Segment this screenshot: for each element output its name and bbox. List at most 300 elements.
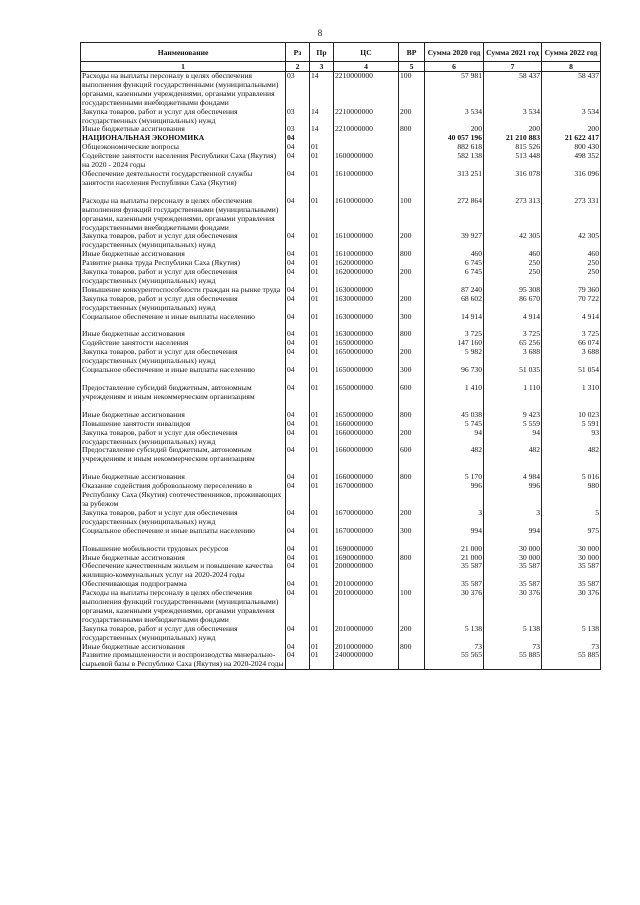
row-pr: 01: [310, 509, 334, 527]
row-sum-2021: 51 035: [484, 366, 542, 375]
row-sum-2022: 482: [542, 446, 601, 464]
row-sum-2022: 980: [542, 482, 601, 509]
row-rz: 04: [286, 429, 310, 447]
row-pr: 01: [310, 580, 334, 589]
row-cs: 1630000000: [334, 286, 399, 295]
row-sum-2020: 582 138: [425, 152, 484, 170]
row-rz: 03: [286, 72, 310, 108]
row-vr: 800: [399, 473, 425, 482]
row-cs: 1650000000: [334, 348, 399, 366]
table-row: [81, 72, 601, 108]
row-pr: 01: [310, 589, 334, 625]
row-vr: [399, 134, 425, 143]
row-sum-2021: 3 725: [484, 330, 542, 339]
row-cs: 1630000000: [334, 313, 399, 322]
row-sum-2021: 3 688: [484, 348, 542, 366]
row-vr: 300: [399, 527, 425, 536]
row-sum-2022: 975: [542, 527, 601, 536]
row-name: Закупка товаров, работ и услуг для обеспечения государственных (муниципальных) нужд: [81, 108, 286, 126]
table-row: [81, 348, 601, 366]
row-name: Закупка товаров, работ и услуг для обеспечения государственных (муниципальных) нужд: [81, 509, 286, 527]
row-sum-2022: 3 688: [542, 348, 601, 366]
header-number: 1: [81, 62, 286, 72]
row-name: Развитие рынка труда Республики Саха (Якутия): [81, 259, 286, 268]
row-name: Иные бюджетные ассигнования: [81, 125, 286, 134]
row-pr: 01: [310, 446, 334, 464]
row-sum-2021: 815 526: [484, 143, 542, 152]
row-sum-2020: 460: [425, 250, 484, 259]
row-name: Иные бюджетные ассигнования: [81, 250, 286, 259]
row-rz: 04: [286, 348, 310, 366]
row-name: Обеспечивающая подпрограмма: [81, 580, 286, 589]
row-rz: 04: [286, 143, 310, 152]
row-name: Расходы на выплаты персоналу в целях обеспечения выполнения функций государственными (муниципальными) органами, казенными учреждениями, органами управления государственными внебюджетными фондами: [81, 197, 286, 233]
row-name: Социальное обеспечение и иные выплаты населению: [81, 366, 286, 375]
row-cs: 1660000000: [334, 420, 399, 429]
row-rz: 04: [286, 330, 310, 339]
row-name: Оказание содействия добровольному переселению в Республику Саха (Якутия) соотечественников, проживающих за рубежом: [81, 482, 286, 509]
row-sum-2021: 9 423: [484, 411, 542, 420]
row-rz: 04: [286, 152, 310, 170]
row-sum-2020: 87 240: [425, 286, 484, 295]
table-row: [81, 108, 601, 126]
row-cs: 1690000000: [334, 554, 399, 563]
row-pr: 01: [310, 545, 334, 554]
row-sum-2021: 513 448: [484, 152, 542, 170]
row-sum-2020: 882 618: [425, 143, 484, 152]
budget-table: [80, 42, 601, 670]
row-cs: 1660000000: [334, 429, 399, 447]
row-rz: 04: [286, 482, 310, 509]
row-sum-2020: 39 927: [425, 232, 484, 250]
row-sum-2020: 1 410: [425, 384, 484, 402]
row-pr: 01: [310, 143, 334, 152]
row-name: Закупка товаров, работ и услуг для обеспечения государственных (муниципальных) нужд: [81, 348, 286, 366]
row-name: Обеспечение деятельности государственной службы занятости населения Республики Саха (Якутия): [81, 170, 286, 188]
row-sum-2022: 42 305: [542, 232, 601, 250]
row-name: Иные бюджетные ассигнования: [81, 554, 286, 563]
row-vr: [399, 562, 425, 580]
row-vr: 200: [399, 625, 425, 643]
row-pr: 14: [310, 125, 334, 134]
row-name: Закупка товаров, работ и услуг для обеспечения государственных (муниципальных) нужд: [81, 295, 286, 313]
row-vr: 100: [399, 72, 425, 108]
row-vr: [399, 143, 425, 152]
row-pr: 01: [310, 295, 334, 313]
row-sum-2022: 30 000: [542, 554, 601, 563]
row-sum-2021: 5 138: [484, 625, 542, 643]
row-rz: 04: [286, 562, 310, 580]
row-sum-2020: 994: [425, 527, 484, 536]
row-pr: 14: [310, 108, 334, 126]
row-rz: 04: [286, 643, 310, 652]
row-rz: 04: [286, 580, 310, 589]
row-cs: 1670000000: [334, 527, 399, 536]
row-rz: 04: [286, 473, 310, 482]
row-cs: 1630000000: [334, 295, 399, 313]
row-sum-2022: 250: [542, 259, 601, 268]
row-sum-2021: 58 437: [484, 72, 542, 108]
header-number: 6: [425, 62, 484, 72]
row-sum-2021: 42 305: [484, 232, 542, 250]
table-row: [81, 562, 601, 580]
row-vr: [399, 170, 425, 188]
row-pr: 01: [310, 562, 334, 580]
table-row: [81, 366, 601, 375]
table-row: [81, 509, 601, 527]
row-vr: 800: [399, 411, 425, 420]
row-sum-2022: 73: [542, 643, 601, 652]
row-sum-2022: 35 587: [542, 562, 601, 580]
row-cs: 1620000000: [334, 259, 399, 268]
row-cs: 1610000000: [334, 250, 399, 259]
row-sum-2022: 3 534: [542, 108, 601, 126]
row-sum-2022: 5 138: [542, 625, 601, 643]
row-name: Предоставление субсидий бюджетным, автономным учреждениям и иным некоммерческим организациям: [81, 446, 286, 464]
row-sum-2021: 273 313: [484, 197, 542, 233]
row-cs: 1650000000: [334, 384, 399, 402]
row-name: Общеэкономические вопросы: [81, 143, 286, 152]
row-sum-2020: 21 000: [425, 554, 484, 563]
row-name: Социальное обеспечение и иные выплаты населению: [81, 313, 286, 322]
row-pr: 01: [310, 250, 334, 259]
row-cs: 2010000000: [334, 589, 399, 625]
row-rz: 04: [286, 259, 310, 268]
table-row: [81, 625, 601, 643]
row-name: Закупка товаров, работ и услуг для обеспечения государственных (муниципальных) нужд: [81, 429, 286, 447]
row-pr: 01: [310, 348, 334, 366]
header-name: Наименование: [81, 43, 286, 62]
row-name: Закупка товаров, работ и услуг для обеспечения государственных (муниципальных) нужд: [81, 268, 286, 286]
row-sum-2021: 3: [484, 509, 542, 527]
header-number: 8: [542, 62, 601, 72]
row-name: Расходы на выплаты персоналу в целях обеспечения выполнения функций государственными (муниципальными) органами, казенными учреждениями, органами управления государственными внебюджетными фондами: [81, 589, 286, 625]
row-sum-2021: 482: [484, 446, 542, 464]
row-sum-2022: 5 591: [542, 420, 601, 429]
row-sum-2022: 5: [542, 509, 601, 527]
row-cs: 1650000000: [334, 339, 399, 348]
row-sum-2020: 6 745: [425, 268, 484, 286]
row-sum-2020: 482: [425, 446, 484, 464]
row-sum-2022: 30 000: [542, 545, 601, 554]
row-pr: 01: [310, 625, 334, 643]
row-cs: 2400000000: [334, 651, 399, 669]
row-name: НАЦИОНАЛЬНАЯ ЭКОНОМИКА: [81, 134, 286, 143]
row-sum-2021: 200: [484, 125, 542, 134]
row-sum-2022: 273 331: [542, 197, 601, 233]
row-cs: 2210000000: [334, 125, 399, 134]
row-sum-2020: 3: [425, 509, 484, 527]
row-sum-2020: 6 745: [425, 259, 484, 268]
row-vr: 200: [399, 429, 425, 447]
row-sum-2021: 3 534: [484, 108, 542, 126]
row-name: Развитие промышленности и воспроизводства минерально-сырьевой базы в Республике Саха (Якутия) на 2020-2024 годы: [82, 650, 284, 669]
header-number: 4: [334, 62, 399, 72]
row-name: Иные бюджетные ассигнования: [81, 643, 286, 652]
row-sum-2020: 21 000: [425, 545, 484, 554]
row-pr: 01: [310, 384, 334, 402]
row-sum-2021: 4 984: [484, 473, 542, 482]
row-name: Повышение конкурентоспособности граждан на рынке труда: [81, 286, 286, 295]
table-row: [81, 482, 601, 509]
row-sum-2020: 68 602: [425, 295, 484, 313]
row-sum-2022: 5 016: [542, 473, 601, 482]
row-sum-2021: 35 587: [484, 562, 542, 580]
row-sum-2020: 55 565: [425, 651, 484, 669]
row-name: Закупка товаров, работ и услуг для обеспечения государственных (муниципальных) нужд: [81, 232, 286, 250]
header-number: 3: [310, 62, 334, 72]
row-sum-2020: 272 864: [425, 197, 484, 233]
row-pr: 01: [310, 473, 334, 482]
table-row: [81, 295, 601, 313]
row-sum-2021: 250: [484, 268, 542, 286]
row-vr: 800: [399, 554, 425, 563]
row-vr: 200: [399, 268, 425, 286]
row-cs: 1690000000: [334, 545, 399, 554]
row-pr: 01: [310, 366, 334, 375]
row-name: Расходы на выплаты персоналу в целях обеспечения выполнения функций государственными (муниципальными) органами, казенными учреждениями, органами управления государственными внебюджетными фондами: [81, 72, 286, 108]
header-cs: ЦС: [334, 43, 399, 62]
row-vr: 100: [399, 589, 425, 625]
row-sum-2022: 250: [542, 268, 601, 286]
row-rz: 04: [286, 625, 310, 643]
row-sum-2020: 5 170: [425, 473, 484, 482]
row-rz: 04: [286, 295, 310, 313]
row-sum-2022: 316 096: [542, 170, 601, 188]
table-row: [81, 589, 601, 625]
row-name: Содействие занятости населения: [81, 339, 286, 348]
row-sum-2021: 86 670: [484, 295, 542, 313]
row-vr: [399, 651, 425, 669]
row-cs: 2210000000: [334, 72, 399, 108]
row-sum-2021: 4 914: [484, 313, 542, 322]
row-sum-2021: 30 000: [484, 545, 542, 554]
row-pr: 01: [310, 339, 334, 348]
row-cs: 1650000000: [334, 411, 399, 420]
row-pr: 14: [310, 72, 334, 108]
row-vr: 800: [399, 643, 425, 652]
row-rz: 04: [286, 527, 310, 536]
row-sum-2020: 5 138: [425, 625, 484, 643]
row-cs: 2010000000: [334, 580, 399, 589]
row-sum-2020: 5 982: [425, 348, 484, 366]
header-number-row: [81, 62, 601, 72]
header-vr: ВР: [399, 43, 425, 62]
row-sum-2022: 30 376: [542, 589, 601, 625]
row-pr: 01: [310, 482, 334, 509]
row-pr: 01: [310, 330, 334, 339]
table-row: [81, 527, 601, 536]
header-number: 7: [484, 62, 542, 72]
row-vr: 800: [399, 125, 425, 134]
row-cs: 1600000000: [334, 152, 399, 170]
row-rz: 04: [286, 197, 310, 233]
row-cs: 1650000000: [334, 366, 399, 375]
row-rz: 04: [286, 286, 310, 295]
row-name: Предоставление субсидий бюджетным, автономным учреждениям и иным некоммерческим организациям: [81, 384, 286, 402]
row-sum-2022: 93: [542, 429, 601, 447]
row-sum-2022: 35 587: [542, 580, 601, 589]
row-rz: 04: [286, 411, 310, 420]
row-cs: 2010000000: [334, 643, 399, 652]
row-sum-2021: 5 559: [484, 420, 542, 429]
row-vr: [399, 152, 425, 170]
header-sum-2020: Сумма 2020 год: [425, 43, 484, 62]
row-pr: 01: [310, 643, 334, 652]
row-sum-2021: 65 256: [484, 339, 542, 348]
row-cs: 2210000000: [334, 108, 399, 126]
row-cs: 1610000000: [334, 197, 399, 233]
row-rz: 04: [286, 170, 310, 188]
row-cs: 1660000000: [334, 446, 399, 464]
row-cs: 1630000000: [334, 330, 399, 339]
row-pr: 01: [310, 259, 334, 268]
table-row: [81, 232, 601, 250]
row-name: Иные бюджетные ассигнования: [81, 473, 286, 482]
row-sum-2021: 1 110: [484, 384, 542, 402]
row-sum-2022: 200: [542, 125, 601, 134]
row-pr: 01: [310, 152, 334, 170]
row-cs: 1660000000: [334, 473, 399, 482]
row-sum-2020: 40 057 196: [425, 134, 484, 143]
row-sum-2020: 57 981: [425, 72, 484, 108]
row-sum-2021: 250: [484, 259, 542, 268]
row-name: Иные бюджетные ассигнования: [81, 411, 286, 420]
row-pr: 01: [310, 411, 334, 420]
row-name: Закупка товаров, работ и услуг для обеспечения государственных (муниципальных) нужд: [81, 625, 286, 643]
table-row: [81, 170, 601, 188]
row-rz: 04: [286, 134, 310, 143]
row-sum-2020: 147 160: [425, 339, 484, 348]
row-vr: 200: [399, 108, 425, 126]
row-sum-2020: 5 745: [425, 420, 484, 429]
header-pr: Пр: [310, 43, 334, 62]
spacer-cell: [399, 536, 425, 545]
header-sum-2021: Сумма 2021 год: [484, 43, 542, 62]
table-row: [81, 384, 601, 402]
row-sum-2021: 73: [484, 643, 542, 652]
row-sum-2022: 498 352: [542, 152, 601, 170]
row-vr: 100: [399, 197, 425, 233]
page-number: 8: [317, 28, 323, 38]
row-cs: 2000000000: [334, 562, 399, 580]
row-sum-2022: 10 023: [542, 411, 601, 420]
row-vr: [399, 482, 425, 509]
row-sum-2020: 996: [425, 482, 484, 509]
row-sum-2020: 35 587: [425, 562, 484, 580]
row-vr: 200: [399, 232, 425, 250]
row-pr: 01: [310, 420, 334, 429]
row-sum-2021: 30 000: [484, 554, 542, 563]
row-sum-2021: 994: [484, 527, 542, 536]
row-vr: 200: [399, 509, 425, 527]
row-sum-2021: 460: [484, 250, 542, 259]
row-rz: 04: [286, 545, 310, 554]
row-cs: 1610000000: [334, 170, 399, 188]
row-vr: 300: [399, 313, 425, 322]
row-pr: 01: [310, 197, 334, 233]
row-sum-2021: 55 885: [484, 651, 542, 669]
row-rz: 03: [286, 125, 310, 134]
row-sum-2022: 58 437: [542, 72, 601, 108]
row-rz: 04: [286, 384, 310, 402]
table-row: [81, 446, 601, 464]
row-rz: 04: [286, 232, 310, 250]
row-name: Повышение мобильности трудовых ресурсов: [81, 545, 286, 554]
row-vr: 300: [399, 366, 425, 375]
row-pr: 01: [310, 268, 334, 286]
row-pr: 01: [310, 429, 334, 447]
table-row: [81, 268, 601, 286]
header-rz: Рз: [286, 43, 310, 62]
row-sum-2020: 96 730: [425, 366, 484, 375]
row-pr: 01: [310, 554, 334, 563]
row-vr: 600: [399, 384, 425, 402]
row-sum-2020: 313 251: [425, 170, 484, 188]
row-vr: 200: [399, 295, 425, 313]
row-name: Иные бюджетные ассигнования: [81, 330, 286, 339]
table-row: [81, 429, 601, 447]
row-sum-2020: 94: [425, 429, 484, 447]
row-rz: 04: [286, 446, 310, 464]
row-cs: [334, 134, 399, 143]
row-name: Социальное обеспечение и иные выплаты населению: [81, 527, 286, 536]
row-sum-2021: 316 078: [484, 170, 542, 188]
row-sum-2022: 66 074: [542, 339, 601, 348]
row-pr: 01: [310, 170, 334, 188]
header-number: 5: [399, 62, 425, 72]
row-sum-2020: 3 725: [425, 330, 484, 339]
row-name: Обеспечение качественным жильем и повышение качества жилищно-коммунальных услуг на 2020-2024 годы: [81, 562, 286, 580]
table-row: [81, 651, 601, 669]
row-cs: 2010000000: [334, 625, 399, 643]
row-sum-2021: 35 587: [484, 580, 542, 589]
row-cs: 1610000000: [334, 232, 399, 250]
row-rz: 04: [286, 589, 310, 625]
row-cs: 1620000000: [334, 268, 399, 286]
row-sum-2020: 30 376: [425, 589, 484, 625]
row-rz: 04: [286, 313, 310, 322]
row-sum-2021: 996: [484, 482, 542, 509]
table-row: [81, 197, 601, 233]
header-sum-2022: Сумма 2022 год: [542, 43, 601, 62]
row-rz: 04: [286, 554, 310, 563]
row-sum-2022: 79 360: [542, 286, 601, 295]
row-sum-2022: 3 725: [542, 330, 601, 339]
row-sum-2022: 70 722: [542, 295, 601, 313]
row-name: Содействие занятости населения Республики Саха (Якутия) на 2020 - 2024 годы: [81, 152, 286, 170]
row-pr: 01: [310, 286, 334, 295]
row-sum-2020: 45 038: [425, 411, 484, 420]
row-sum-2022: 1 310: [542, 384, 601, 402]
row-sum-2021: 30 376: [484, 589, 542, 625]
row-rz: 04: [286, 268, 310, 286]
table-row: [81, 152, 601, 170]
row-sum-2020: 35 587: [425, 580, 484, 589]
row-sum-2021: 94: [484, 429, 542, 447]
row-sum-2022: 55 885: [542, 651, 601, 669]
row-sum-2022: 4 914: [542, 313, 601, 322]
row-rz: 04: [286, 420, 310, 429]
row-rz: 04: [286, 509, 310, 527]
table-row: [81, 313, 601, 322]
row-vr: 600: [399, 446, 425, 464]
row-sum-2021: 95 308: [484, 286, 542, 295]
row-sum-2020: 3 534: [425, 108, 484, 126]
row-rz: 04: [286, 651, 310, 669]
row-sum-2022: 51 054: [542, 366, 601, 375]
row-vr: 800: [399, 250, 425, 259]
